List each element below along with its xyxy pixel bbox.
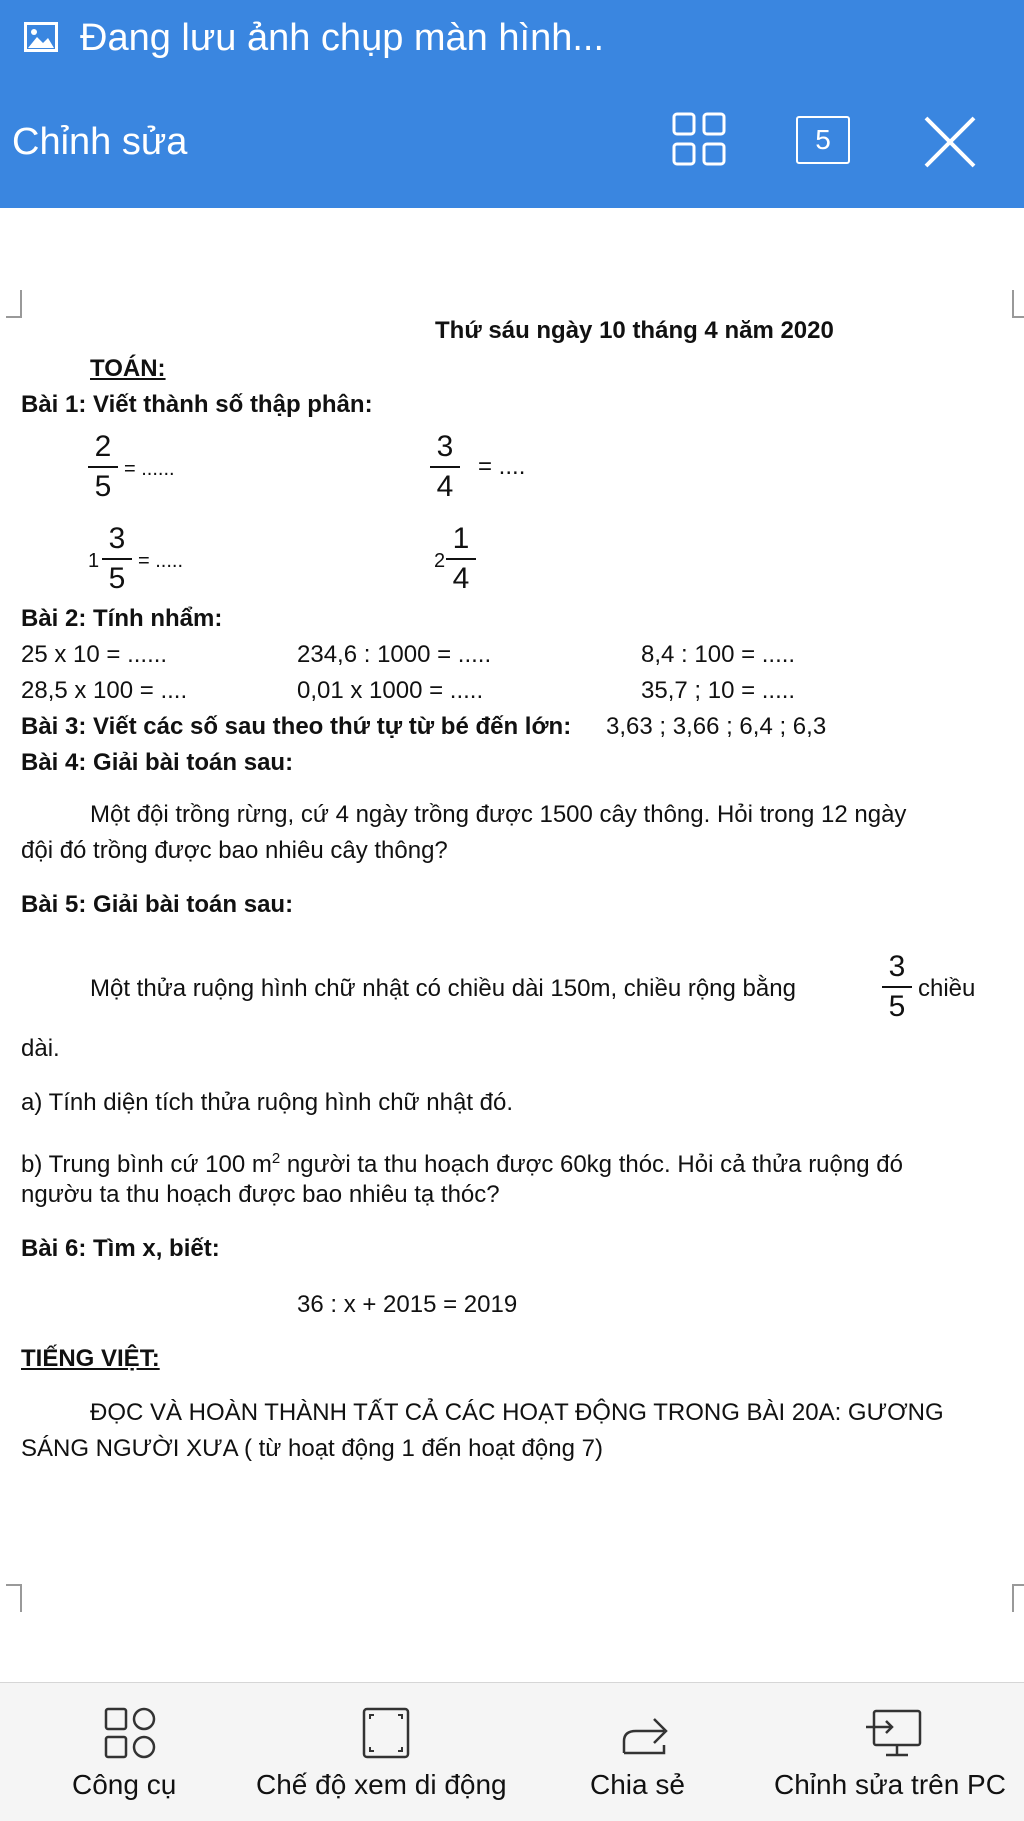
mobile-view-icon bbox=[360, 1705, 412, 1761]
mobile-view-button[interactable] bbox=[252, 1683, 520, 1821]
grid-view-icon[interactable] bbox=[670, 110, 728, 168]
exercise-5-text: chiều bbox=[918, 975, 976, 1002]
fraction: 2 5 bbox=[88, 430, 118, 504]
exercise-4-text: đội đó trồng được bao nhiêu cây thông? bbox=[21, 837, 448, 864]
document-page bbox=[0, 208, 1024, 1682]
document-date: Thứ sáu ngày 10 tháng 4 năm 2020 bbox=[435, 317, 834, 344]
exercise-6-equation: 36 : x + 2015 = 2019 bbox=[297, 1291, 518, 1318]
close-icon[interactable] bbox=[922, 114, 978, 170]
edit-on-pc-icon bbox=[864, 1705, 926, 1761]
fraction: 3 4 bbox=[430, 430, 460, 504]
share-button[interactable] bbox=[584, 1683, 704, 1821]
page-corner-mark bbox=[6, 290, 22, 318]
exercise-2-title: Bài 2: Tính nhẩm: bbox=[21, 605, 223, 632]
status-bar bbox=[0, 0, 1024, 80]
tools-icon bbox=[102, 1705, 158, 1761]
edit-on-pc-button[interactable] bbox=[770, 1683, 1024, 1821]
page-corner-mark bbox=[6, 1584, 22, 1612]
page-count-button[interactable]: 5 bbox=[796, 116, 850, 164]
answer-blank: = ..... bbox=[138, 550, 184, 572]
exercise-5b-text: ngườu ta thu hoạch được bao nhiêu tạ thóc? bbox=[21, 1181, 500, 1208]
tools-button[interactable] bbox=[60, 1683, 190, 1821]
tools-label: Công cụ bbox=[72, 1769, 177, 1800]
vietnamese-text: ĐỌC VÀ HOÀN THÀNH TẤT CẢ CÁC HOẠT ĐỘNG TRONG BÀI 20A: GƯƠNG bbox=[90, 1399, 944, 1426]
exercise-4-title: Bài 4: Giải bài toán sau: bbox=[21, 749, 294, 776]
calc-item: 28,5 x 100 = .... bbox=[21, 677, 188, 704]
exercise-5-text: dài. bbox=[21, 1035, 60, 1062]
mixed-number-whole: 2 bbox=[434, 550, 446, 572]
screenshot-saving-notification: Đang lưu ảnh chụp màn hình... bbox=[80, 17, 605, 59]
exercise-4-text: Một đội trồng rừng, cứ 4 ngày trồng được 1500 cây thông. Hỏi trong 12 ngày bbox=[90, 801, 907, 828]
calc-item: 234,6 : 1000 = ..... bbox=[297, 641, 492, 668]
exercise-3-title: Bài 3: Viết các số sau theo thứ tự từ bé đến lớn: bbox=[21, 713, 572, 740]
image-icon bbox=[24, 22, 58, 52]
exercise-3-values: 3,63 ; 3,66 ; 6,4 ; 6,3 bbox=[606, 713, 827, 740]
calc-item: 8,4 : 100 = ..... bbox=[641, 641, 796, 668]
calc-item: 0,01 x 1000 = ..... bbox=[297, 677, 484, 704]
exercise-6-title: Bài 6: Tìm x, biết: bbox=[21, 1235, 220, 1262]
fraction: 1 4 bbox=[446, 522, 476, 596]
vietnamese-text: SÁNG NGƯỜI XƯA ( từ hoạt động 1 đến hoạt động 7) bbox=[21, 1435, 603, 1462]
calc-item: 35,7 ; 10 = ..... bbox=[641, 677, 796, 704]
answer-blank: = ...... bbox=[124, 458, 175, 480]
bottom-toolbar bbox=[0, 1682, 1024, 1821]
share-icon bbox=[614, 1705, 674, 1761]
calc-item: 25 x 10 = ...... bbox=[21, 641, 168, 668]
share-label: Chia sẻ bbox=[590, 1769, 685, 1800]
exercise-5b-text: b) Trung bình cứ 100 $m^2$ người ta thu hoạch được 60kg thóc. Hỏi cả thửa ruộng đó bbox=[21, 1150, 903, 1178]
mobile-view-label: Chế độ xem di động bbox=[256, 1769, 507, 1800]
fraction: 3 5 bbox=[882, 950, 912, 1024]
exercise-1-title: Bài 1: Viết thành số thập phân: bbox=[21, 391, 373, 418]
exercise-5a-text: a) Tính diện tích thửa ruộng hình chữ nhật đó. bbox=[21, 1089, 514, 1116]
page-corner-mark bbox=[1012, 290, 1024, 318]
edit-on-pc-label: Chỉnh sửa trên PC bbox=[774, 1769, 1006, 1800]
vietnamese-heading: TIẾNG VIỆT: bbox=[21, 1345, 160, 1372]
math-heading: TOÁN: bbox=[90, 355, 166, 382]
page-corner-mark bbox=[1012, 1584, 1024, 1612]
edit-title[interactable]: Chỉnh sửa bbox=[12, 121, 188, 163]
exercise-5-text: Một thửa ruộng hình chữ nhật có chiều dài 150m, chiều rộng bằng bbox=[90, 975, 796, 1002]
answer-blank: = .... bbox=[478, 453, 526, 480]
mixed-number-whole: 1 bbox=[88, 550, 100, 572]
exercise-5-title: Bài 5: Giải bài toán sau: bbox=[21, 891, 294, 918]
fraction: 3 5 bbox=[102, 522, 132, 596]
top-app-bar bbox=[0, 80, 1024, 208]
